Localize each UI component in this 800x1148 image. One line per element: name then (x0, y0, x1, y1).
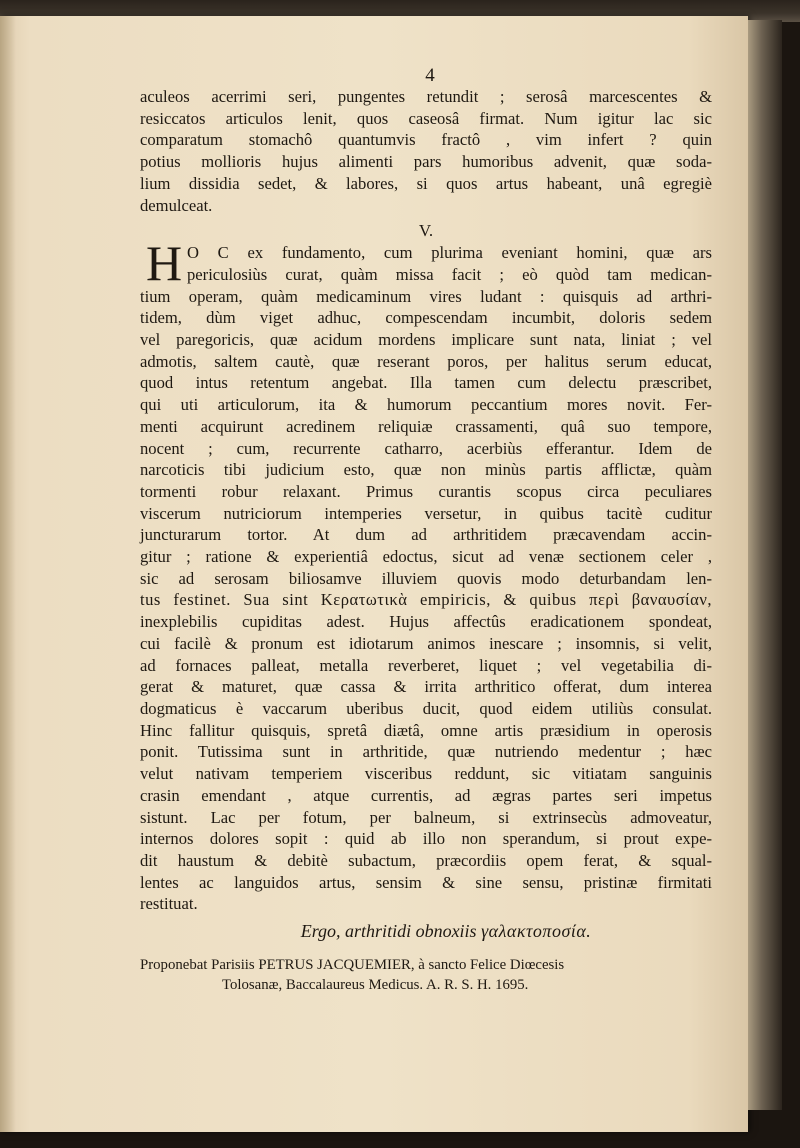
text-line: ponit. Tutissima sunt in arthritide, quæ nutriendo medentur ; hæc (140, 742, 712, 762)
text-line: sistunt. Lac per fotum, per balneum, si extrinsecùs admoveatur, (140, 807, 712, 827)
page-number: 4 (425, 65, 435, 86)
text-line: juncturarum tortor. At dum ad arthritidem præcavendam accin- (140, 525, 712, 545)
text-line: lium dissidia sedet, & labores, si quos artus habeant, unâ egregiè (140, 173, 712, 193)
text-line: lentes ac languidos artus, sensim & sine sensu, pristinæ firmitati (140, 872, 712, 892)
text-line: inexplebilis cupiditas adest. Hujus affectûs eradicationem spondeat, (140, 612, 712, 632)
text-line: comparatum stomachô quantumvis fractô , vim infert ? quin (140, 130, 712, 150)
text-line: potius mollioris hujus alimenti pars humoribus advenit, quæ soda- (140, 152, 712, 172)
imprint-line: Proponebat Parisiis PETRUS JACQUEMIER, à sancto Felice Diœcesis (140, 956, 565, 973)
drop-cap: H (146, 235, 183, 292)
text-line: resiccatos articulos lenit, quos caseosâ firmat. Num igitur lac sic (140, 108, 712, 128)
imprint-line: Tolosanæ, Baccalaureus Medicus. A. R. S. H. 1695. (222, 976, 529, 993)
text-line: tormenti robur relaxant. Primus curantis scopus circa peculiares (140, 481, 712, 501)
text-line: demulceat. (140, 195, 213, 215)
text-line: crasin emendant , atque currentis, ad ægras partes seri impetus (140, 785, 712, 805)
text-line: narcoticis tibi judicium esto, quæ non minùs partis afflictæ, quàm (140, 460, 712, 480)
text-line: aculeos acerrimi seri, pungentes retundit ; serosâ marcescentes & (140, 87, 712, 106)
paragraph-section-v (140, 235, 712, 915)
text-line: cui facilè & pronum est idiotarum animos inescare ; insomnis, si velit, (140, 633, 712, 653)
text-line: Hinc fallitur quisquis, spretâ diætâ, omne artis præsidium in operosis (140, 720, 712, 740)
text-line: restituat. (140, 894, 198, 914)
imprint (140, 955, 712, 995)
text-line: O C ex fundamento, cum plurima eveniant homini, quæ ars (187, 243, 712, 263)
text-line: gitur ; ratione & experientiâ edoctus, sicut ad venæ sectionem celer , (140, 547, 712, 567)
text-line: dit haustum & debitè subactum, præcordiis opem ferat, & squal- (140, 850, 712, 870)
conclusion-greek: γαλακτοποσία. (481, 921, 592, 942)
text-line: ad fornaces palleat, metalla reverberet, liquet ; vel vegetabilia di- (140, 655, 712, 675)
text-line: qui uti articulorum, ita & humorum peccantium mores novit. Fer- (140, 395, 712, 415)
text-line: viscerum nutriciorum intemperies versetur, in quibus tacitè cuditur (140, 503, 712, 523)
page-text (140, 66, 712, 995)
text-line: vel paregoricis, quæ acidum mordens implicare sunt nata, liniat ; vel (140, 330, 712, 350)
text-line: dogmaticus è vaccarum uberibus ducit, quod eidem utiliùs consulat. (140, 698, 712, 718)
page-gutter-shadow (0, 16, 16, 1132)
text-line: sic ad serosam biliosamve illuviem quovis modo deturbandam len- (140, 568, 712, 588)
text-line: gerat & maturet, quæ cassa & irrita arthritico offerat, dum interea (140, 677, 712, 697)
text-line: quod intus retentum angebat. Illa tamen cum delectu præscribet, (140, 373, 712, 393)
text-line: tus festinet. Sua sint Κερατωτικὰ empiricis, & quibus περὶ βαναυσίαν, (140, 590, 712, 610)
text-line: tium operam, quàm medicaminum vires ludant : quisquis ad arthri- (140, 286, 712, 306)
text-line: admotis, saltem cautè, quæ reserant poros, per halitus serum educat, (140, 351, 712, 371)
conclusion-text: Ergo, arthritidi obnoxiis (300, 921, 477, 942)
text-line: nocent ; cum, recurrente catharro, acerbiùs efferantur. Idem de (140, 438, 712, 458)
paragraph-top (140, 86, 712, 216)
text-line: menti acquirunt acredinem reliquiæ crassamenti, quâ suo tempore, (140, 416, 712, 436)
text-line: tidem, dùm viget adhuc, compescendam incumbit, doloris sedem (140, 308, 712, 328)
text-line: internos dolores sopit : quid ab illo non sperandum, si prout expe- (140, 829, 712, 849)
section-number: V. (418, 221, 434, 241)
text-line: velut nativam temperiem visceribus reddunt, sic vitiatam sanguinis (140, 764, 712, 784)
conclusion-line (140, 921, 712, 943)
text-line: periculosiùs curat, quàm missa facit ; eò quòd tam medican- (187, 264, 712, 284)
page-edge-stack (748, 20, 782, 1110)
